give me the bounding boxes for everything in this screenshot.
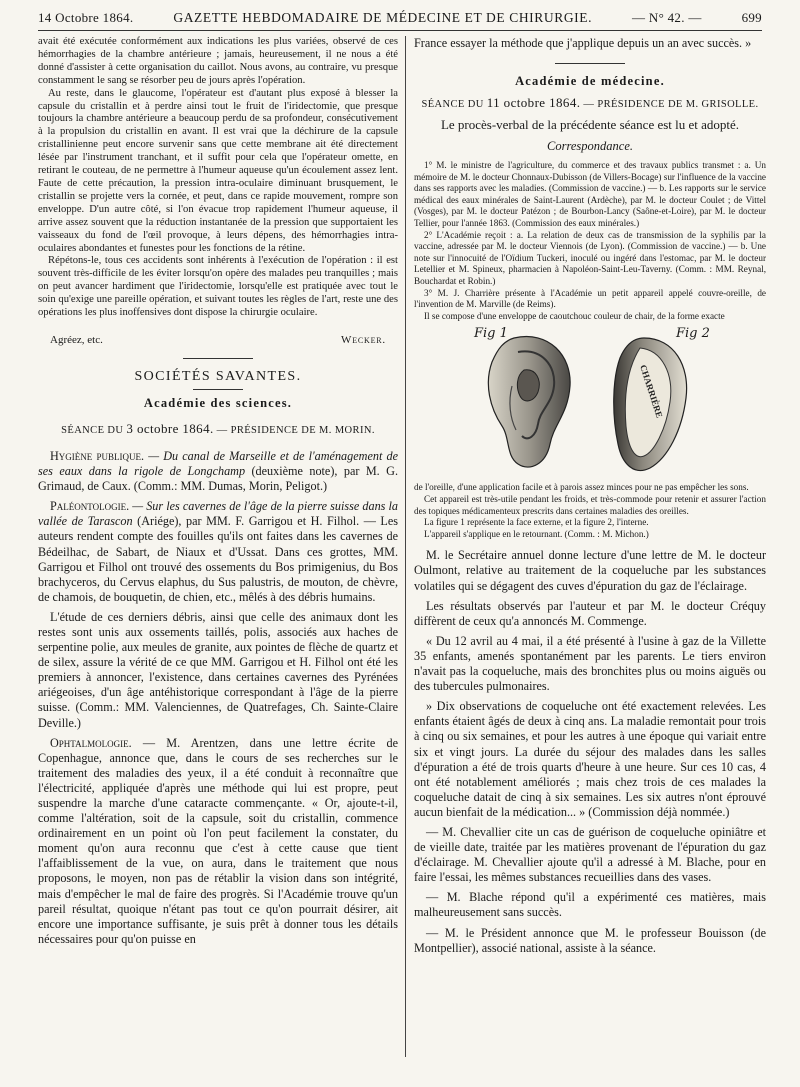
running-header xyxy=(38,6,762,31)
hygiene-paragraph: Hygiène publique. — Du canal de Marseille et de l'aménagement de ses eaux dans la rigole de Longchamp (deuxième note), par M. G. Grimaud, de Caux. (Comm.: MM. Dumas, Morin, Peligot.) xyxy=(38,448,398,494)
figure-1-label: Fig 1 xyxy=(474,326,508,342)
correspondance-item: 1° M. le ministre de l'agriculture, du commerce et des travaux publics transmet : a. Un mémoire de M. le docteur Chonnaux-Dubisson (de Villers-Bocage) sur l'influence de la vaccine dans ses rapports avec les maladies. (Commission de vaccine.) — b. Les rapports sur le service médical des eaux minérales de Saint-Laurent (Ardèche), par M. le docteur Coulet ; de Vittel (Vosges), par M. le docteur Patézon ; de Bourbon-Lancy (Saône-et-Loire), par M. le docteur Tellier, pour l'année 1863. (Commission des eaux minérales.) xyxy=(414,160,766,229)
letter-paragraph: avait été exécutée conformément aux indications les plus variées, observé de ces hémorrhagies de la chambre antérieure ; jamais, heureusement, il ne nous a été donné d'assister à cette organisation du caillot. Nous avons, au contraire, vu presque constamment le sang se résorber peu de jours après l'opération. xyxy=(38,36,398,86)
ear-internal-view xyxy=(614,338,687,471)
issue-number: — N° 42. — xyxy=(632,10,702,25)
maker-stamp: CHARRIÈRE xyxy=(638,363,665,420)
report-paragraph: — M. Blache répond qu'il a expérimenté ces matières, mais malheureusement sans succès. xyxy=(414,890,766,920)
letter-signature: Wecker. xyxy=(341,333,386,346)
academy-sciences-title: Académie des sciences. xyxy=(143,395,293,410)
continuation-text: France essayer la méthode que j'applique depuis un an avec succès. » xyxy=(414,36,752,50)
figure-2-label: Fig 2 xyxy=(676,326,710,342)
sciences-report xyxy=(38,449,398,947)
correspondance-item: 2° L'Académie reçoit : a. La relation de deux cas de transmission de la syphilis par la vaccine, adressée par M. le docteur Viennois (de Lyon). (Commission de vaccine.) — b. Une note sur l'innocuité de l'Oïdium Tuckeri, inoculé ou ingéré dans l'estomac, par M. le docteur Letellier et M. Spineux, pharmacien à Napoléon-Saint-Leu-Taverny. (Comm. : MM. Reynal, Bouchardat et Robin.) xyxy=(414,229,766,287)
seance-date: 3 octobre 1864. xyxy=(126,420,214,436)
report-paragraph: Les résultats observés par l'auteur et par M. le docteur Créquy diffèrent de ceux qu'a annoncés M. Commenge. xyxy=(414,598,766,628)
report-paragraph: — M. le Président annonce que M. le professeur Bouisson (de Montpellier), associé national, assiste à la séance. xyxy=(414,925,766,955)
seance-line: SÉANCE DU 11 octobre 1864. — PRÉSIDENCE DE M. GRISOLLE. xyxy=(421,95,759,111)
ear-external-view xyxy=(488,337,570,468)
section-underline xyxy=(193,389,243,390)
paleontologie-paragraph: Paléontologie. — Sur les cavernes de l'âge de la pierre suisse dans la vallée de Tarascon (Ariége), par MM. F. Garrigou et H. Filhol. — Les auteurs rendent compte des fouilles qu'ils ont faites dans les cavernes de Bédeilhac, de Sabart, de Niaux et d'Ussat. Dans ces grottes, MM. Garrigou et Filhol ont trouvé des ossements du Bos primigenius, du Bos brachyceros, du Cervus elaphus, du Sus palustris, de mouton, de chèvre, de chamois, de bouquetin, de chien, etc., mêlés à des débris humains. xyxy=(38,499,398,604)
ear-cover-figure xyxy=(414,326,766,476)
rubric: Ophtalmologie. xyxy=(50,735,132,750)
rubric: Paléontologie. xyxy=(50,499,130,514)
left-column xyxy=(38,36,398,1067)
ophtalmologie-paragraph: Ophtalmologie. — M. Arentzen, dans une lettre écrite de Copenhague, annonce que, dans le cours de ses recherches sur le traitement des maladies des yeux, il a été conduit à reconnaître que l'électricité, appliquée d'après une méthode qui lui est propre, peut suspendre la marche d'une cataracte commençante. « Or, ajoute-t-il, comme l'altération, soit de la capsule, soit du cristallin, commence ordinairement en un point où l'on peut facilement la constater, du moment qu'on aura reconnu que c'est à cette cause que tient l'affaiblissement de la vue, on aura, dans le traitement que nous proposons, le moyen, non pas de rétablir la vision dans son intégrité, mais d'empêcher le mal de faire des progrès. Si l'Académie trouve qu'un pareil résultat, quoique n'étant pas tout ce qu'on pourrait désirer, ait encore une importance suffisante, je suis prêt à donner tous les détails nécessaires pour qu'on puisse en xyxy=(38,735,398,946)
section-rule xyxy=(183,358,253,359)
report-paragraph: M. le Secrétaire annuel donne lecture d'une lettre de M. le docteur Oulmont, relative au traitement de la coqueluche par les substances volatiles qui se dégagent des cuves d'épuration du gaz de l'éclairage. xyxy=(414,548,766,593)
report-paragraph: — M. Chevallier cite un cas de guérison de coqueluche opiniâtre et de vieille date, traitée par les matières provenant de l'épuration du gaz d'éclairage. M. Chevallier ajoute qu'il a adressé à M. Blache, pour en faire l'essai, les mêmes substances recueillies dans des vases. xyxy=(414,824,766,885)
report-paragraph: » Dix observations de coqueluche ont été exactement relevées. Les enfants étaient âgés de deux à cinq ans. La maladie remontait pour trois à cinq ou six semaines, et pour les autres à une époque qui variait entre six et vingt jours. La durée du séjour des malades dans les salles d'épuration a été de trois quarts d'heure à une heure. Sur ces 10 cas, 4 ont été notablement améliorés ; mais chez trois de ces malades la coqueluche datait de cinq à six semaines. Les six autres n'ont éprouvé aucun bienfait de la médication... » (Commission déjà nommée.) xyxy=(414,699,766,819)
letter-closing: Agréez, etc. xyxy=(50,333,103,346)
letter-continuation xyxy=(38,36,398,320)
correspondance-item: 3° M. J. Charrière présente à l'Académie un petit appareil appelé couvre-oreille, de l'invention de M. Marville (de Reims). xyxy=(414,287,766,310)
column-divider xyxy=(405,36,406,1057)
ear-illustration xyxy=(454,326,714,476)
rubric: Hygiène publique. xyxy=(50,448,145,463)
journal-title: GAZETTE HEBDOMADAIRE DE MÉDECINE ET DE CHIRURGIE. xyxy=(173,10,593,25)
letter-paragraph: Au reste, dans le glaucome, l'opérateur est d'autant plus exposé à blesser la capsule du cristallin et à perdre ainsi tout le fruit de l'iridectomie, que presque toujours la chambre antérieure a beaucoup perdu de sa profondeur, consécutivement à la propulsion du cristallin en avant. Il est vrai que la déchirure de la capsule cristallinienne peut encore survenir sans que cette membrane ait été directement lésée par l'instrument tranchant, et il suffit pour cela que l'opérateur omette, en retirant le couteau, de ne permettre à l'humeur aqueuse qu'un écoulement assez lent. Faute de cette précaution, la pression intra-oculaire diminuant brusquement, le cristallin se projette vers la cornée, et peut, dans ce rapide mouvement, rompre son enveloppe. D'un autre côté, si l'on évacue trop rapidement l'humeur aqueuse, il arrive assez souvent que la réduction instantanée de la pression que supportaient les vaisseaux du fond de l'œil provoque, à leurs dépens, des hémorrhagies intra-oculaires abondantes et funestes pour les fonctions de la rétine. xyxy=(38,87,398,254)
figure-caption: de l'oreille, d'une application facile et à parois assez minces pour ne pas empêcher les sons. Cet appareil est très-utile pendant les froids, et très-commode pour retenir et assurer l'action des topiques médicamenteux prescrits dans certaines maladies des oreilles. La figure 1 représente la face externe, et la figure 2, l'interne. L'appareil s'applique en le retournant. (Comm. : M. Michon.) xyxy=(414,482,766,539)
correspondance-title: Correspondance. xyxy=(547,139,633,154)
section-rule xyxy=(555,63,625,64)
correspondance-list xyxy=(414,160,766,322)
letter-signoff xyxy=(50,334,386,346)
correspondance-item: Il se compose d'une enveloppe de caoutchouc couleur de chair, de la forme exacte xyxy=(424,310,725,321)
paleontologie-paragraph-2: L'étude de ces derniers débris, ainsi que celle des animaux dont les restes sont unis aux ossements taillés, polis, associés aux haches de serpentine polie, aux meules de granite, aux pointes de flèche de quartz et de silex, assure la vérité de ce que MM. Garrigou et H. Filhol ont été les premiers à annoncer, l'existence, dans certaines cavernes des Pyrénées ariégeoises, d'un âge antéhistorique correspondant à l'âge de la pierre suisse. (Comm.: MM. Valenciennes, de Quatrefages, Ch. Sainte-Claire Deville.) xyxy=(38,609,398,730)
medecine-report xyxy=(414,548,766,955)
page-number: 699 xyxy=(741,10,762,25)
academy-medecine-title: Académie de médecine. xyxy=(515,74,665,89)
section-title: SOCIÉTÉS SAVANTES. xyxy=(134,368,302,384)
seance-date: 11 octobre 1864. xyxy=(486,95,581,111)
proces-verbal: Le procès-verbal de la précédente séance est lu et adopté. xyxy=(440,117,740,133)
header-date: 14 Octobre 1864. xyxy=(38,10,134,25)
right-column xyxy=(414,36,766,1067)
letter-paragraph: Répétons-le, tous ces accidents sont inhérents à l'exécution de l'opération : il est souvent très-difficile de les éviter lorsqu'on opère des malades peu tranquilles ; mais on peut avancer hardiment que l'iridectomie, lorsqu'elle est pratiquée avec tout le soin qu'exige une pareille opération, et suivant toutes les règles de l'art, reste une des opérations les plus inoffensives dont dispose la chirurgie oculaire. xyxy=(38,255,398,319)
report-paragraph: « Du 12 avril au 4 mai, il a été présenté à l'usine à gaz de la Villette 35 enfants, amenés spontanément par les parents. Le tiers environ n'avait pas la coqueluche, mais des bronchites plus ou moins aiguës ou des tubercules pulmonaires. xyxy=(414,633,766,694)
seance-line: SÉANCE DU 3 octobre 1864. — PRÉSIDENCE DE M. MORIN. xyxy=(61,420,375,436)
